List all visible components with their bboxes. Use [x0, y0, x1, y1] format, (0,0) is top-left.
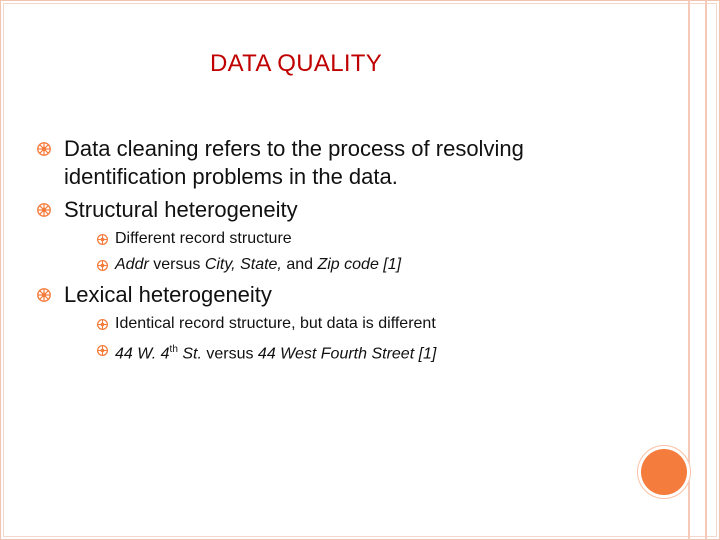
- sub-bullet-item: [97, 314, 617, 334]
- field-name: City, State,: [204, 256, 282, 273]
- slide-title: DATA QUALITY: [210, 50, 383, 77]
- superscript: th: [169, 344, 178, 355]
- bullet-item: [37, 196, 637, 224]
- example-text: 44 West Fourth Street [1]: [257, 345, 437, 363]
- connector-text: versus: [201, 345, 258, 363]
- example-text: 44 W. 4: [115, 345, 170, 363]
- sun-wheel-icon: [97, 260, 108, 271]
- connector-text: and: [281, 256, 318, 273]
- sub-bullet-item: [97, 255, 617, 275]
- bullet-text: Data cleaning refers to the process of resolving: [64, 136, 524, 161]
- sub-bullet-item: [97, 340, 617, 364]
- bullet-text: Lexical heterogeneity: [64, 282, 272, 307]
- bullet-item: [37, 135, 637, 191]
- sun-wheel-icon: [97, 319, 108, 330]
- example-text: St.: [177, 345, 202, 363]
- bullet-text: identification problems in the data.: [64, 164, 398, 189]
- connector-text: versus: [148, 256, 205, 273]
- decor-orange-circle: [641, 449, 687, 495]
- sub-bullet-text: Identical record structure, but data is different: [115, 315, 436, 332]
- sun-wheel-icon: [97, 345, 108, 356]
- sun-wheel-icon: [37, 142, 51, 156]
- field-name: Addr: [115, 256, 149, 273]
- decor-vertical-line: [705, 0, 707, 540]
- bullet-item: [37, 281, 637, 309]
- sun-wheel-icon: [37, 203, 51, 217]
- sun-wheel-icon: [97, 234, 108, 245]
- bullet-text: Structural heterogeneity: [64, 197, 298, 222]
- sub-bullet-text: Different record structure: [115, 230, 292, 247]
- field-name: Zip code [1]: [317, 256, 402, 273]
- decor-vertical-line: [688, 0, 690, 540]
- sub-bullet-item: [97, 229, 597, 249]
- sun-wheel-icon: [37, 288, 51, 302]
